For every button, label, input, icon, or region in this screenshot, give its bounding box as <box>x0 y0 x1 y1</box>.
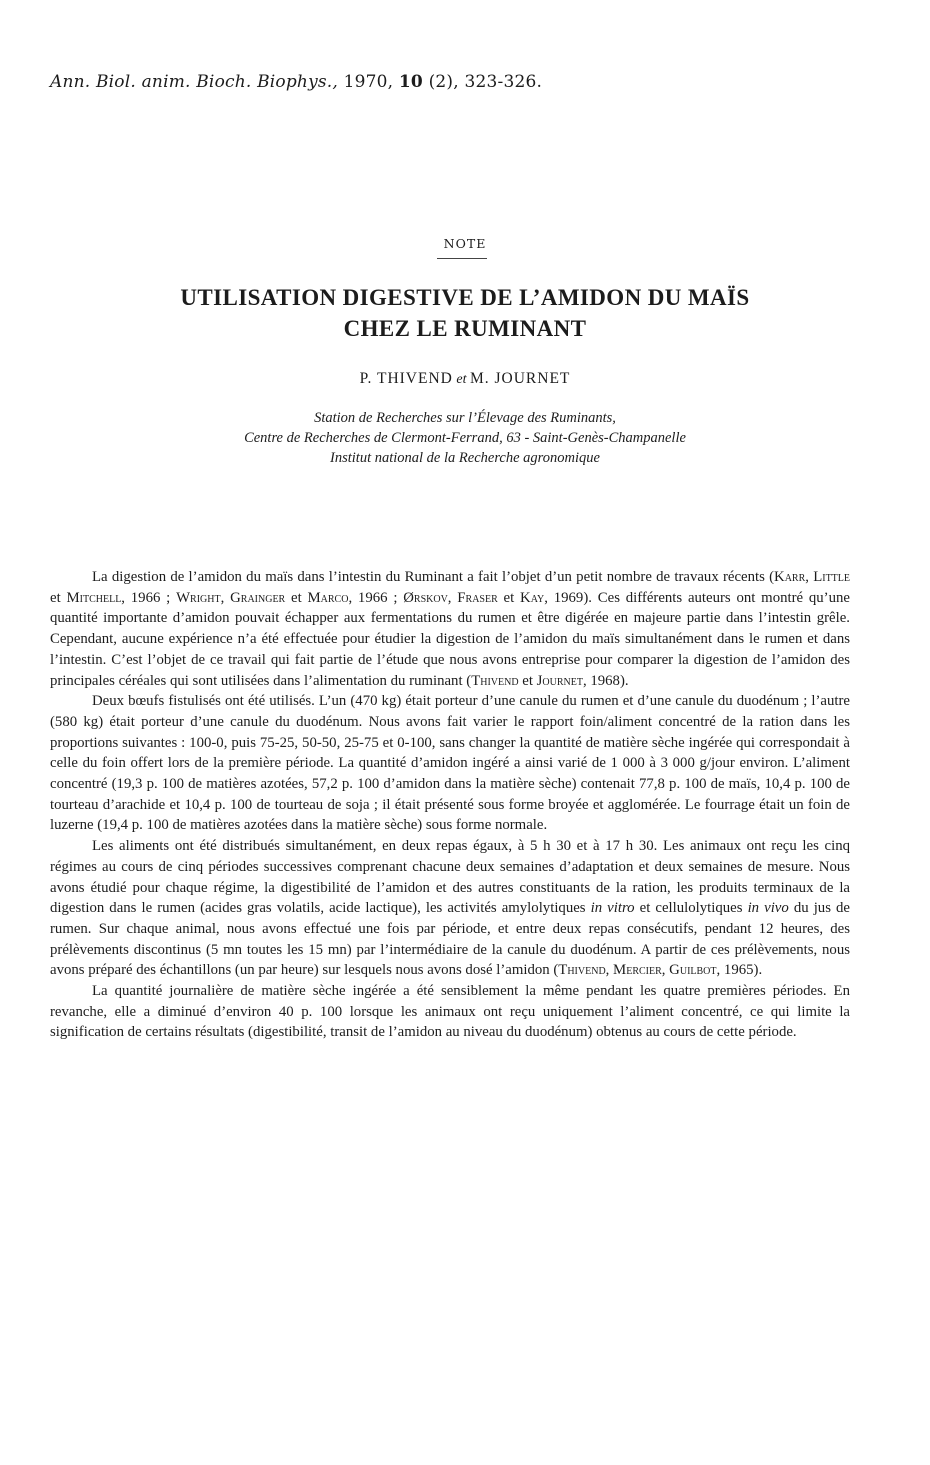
affiliation <box>0 408 930 468</box>
p1-text-1: La digestion de l’amidon du maïs dans l’intestin du Ruminant a fait l’objet d’un petit nombre de travaux récents ( <box>92 569 775 585</box>
p1-text-6: et <box>497 589 521 606</box>
p3-text-2: et cellulolytiques <box>634 900 748 917</box>
affiliation-line-1: Station de Recherches sur l’Élevage des Ruminants, <box>314 410 616 426</box>
p3-italic-in-vivo: in vivo <box>747 900 789 917</box>
affiliation-line-2: Centre de Recherches de Clermont-Ferrand, 63 - Saint-Genès-Champanelle <box>244 430 686 446</box>
journal-citation <box>50 72 542 92</box>
p1-text-8: et <box>518 672 537 689</box>
author-2: M. JOURNET <box>469 370 571 387</box>
p3-italic-in-vitro: in vitro <box>590 900 635 917</box>
paragraph-1 <box>50 567 850 691</box>
citation-year: 1970, <box>338 72 399 92</box>
journal-name: Ann. Biol. anim. Bioch. Biophys., <box>50 72 339 92</box>
author-1: P. THIVEND <box>359 370 453 387</box>
p1-cite-author-5: Ørskov, Fraser <box>403 589 498 606</box>
article-body <box>50 567 850 1043</box>
citation-volume: 10 <box>398 72 423 92</box>
title-line-2: CHEZ LE RUMINANT <box>343 316 587 341</box>
p1-text-5: , 1966 ; <box>348 589 404 606</box>
p1-cite-author-4: Marco <box>307 589 349 606</box>
p1-text-3: , 1966 ; <box>121 589 177 606</box>
p1-text-9: , 1968). <box>582 672 629 689</box>
citation-issue-pages: (2), 323-326. <box>422 72 543 92</box>
paragraph-2: Deux bœufs fistulisés ont été utilisés. L’un (470 kg) était porteur d’une canule du rumen et d’une canule du duodénum ; l’autre (580 kg) était porteur d’une canule du duodénum. Nous avons fait varier le rapport foin/aliment concentré de la ration dans les proportions suivantes : 100-0, puis 75-25, 50-50, 25-75 et 0-100, sans changer la quantité de matière sèche ingérée qui correspondait à celle du foin offert lors de la première période. La quantité d’amidon ingéré a ainsi varié de 1 000 à 3 000 g/jour environ. L’aliment concentré (19,3 p. 100 de matières azotées, 57,2 p. 100 d’amidon dans la matière sèche) contenait 77,8 p. 100 de maïs, 10,4 p. 100 de tourteau d’arachide et 10,4 p. 100 de tourteau de soja ; il était présenté sous forme broyée et agglomérée. Le fourrage était un foin de luzerne (19,4 p. 100 de matières azotées dans la matière sèche) sous forme normale. <box>50 693 850 834</box>
title-line-1: UTILISATION DIGESTIVE DE L’AMIDON DU MAÏS <box>180 285 750 310</box>
section-label: NOTE <box>443 236 487 251</box>
p1-cite-author-8: Journet <box>536 672 583 689</box>
section-label-rule <box>437 258 487 259</box>
p3-text-3: du jus de rumen. Sur chaque animal, nous avons effectué une fois par période, et entre deux repas consécutifs, pendant 12 heures, des prélèvements discontinus (5 mn toutes les 15 mn) par l’intermédiaire de la canule du duodénum. A partir de ces prélèvements, nous avons préparé des échantillons (un par heure) sur lesquels nous avons dosé l’amidon ( <box>50 900 850 979</box>
author-conjunction: et <box>452 372 470 387</box>
p1-cite-author-2: Mitchell <box>66 589 122 606</box>
p3-text-1: Les aliments ont été distribués simultanément, en deux repas égaux, à 5 h 30 et à 17 h 30. Les animaux ont reçu les cinq régimes au cours de cinq périodes successives comprenant chacune deux semaines d’adaptation et deux semaines de mesure. Nous avons étudié pour chaque régime, la digestibilité de l’amidon et des autres constituants de la ration, les produits terminaux de la digestion dans le rumen (acides gras volatils, acide lactique), les activités amylolytiques <box>50 838 850 917</box>
p1-text-4: et <box>285 589 308 606</box>
authors-line <box>0 370 930 388</box>
paragraph-4: La quantité journalière de matière sèche ingérée a été sensiblement la même pendant les quatre premières périodes. En revanche, elle a diminué d’environ 40 p. 100 lorsque les animaux ont reçu uniquement l’aliment concentré, ce qui limite la signification de certains résultats (digestibilité, transit de l’amidon au niveau du duodénum) obtenus au cours de cette période. <box>50 983 850 1041</box>
p1-cite-author-7: Thivend <box>471 672 519 689</box>
p1-text-2: et <box>50 589 67 606</box>
p3-cite-authors: Thivend, Mercier, Guilbot <box>558 962 717 979</box>
affiliation-line-3: Institut national de la Recherche agronomique <box>330 450 600 466</box>
p3-text-4: , 1965). <box>716 962 763 979</box>
p1-cite-author-6: Kay <box>520 589 545 606</box>
p1-cite-author-3: Wright, Grainger <box>176 589 286 606</box>
p1-text-7: , 1969). Ces différents auteurs ont montré qu’une quantité importante d’amidon pouvait échapper aux fermentations du rumen et être digérée en majeure partie dans l’intestin grêle. Cependant, aucune expérience n’a été effectuée pour étudier la digestion de l’amidon du maïs simultanément dans le rumen et dans l’intestin. C’est l’objet de ce travail qui fait partie de l’étude que nous avons entreprise pour comparer la digestion de l’amidon des principales céréales qui sont utilisées dans l’alimentation du ruminant ( <box>50 589 850 689</box>
article-title <box>0 282 930 344</box>
paragraph-3 <box>50 836 850 981</box>
p1-cite-author-1: Karr, Little <box>774 569 850 585</box>
